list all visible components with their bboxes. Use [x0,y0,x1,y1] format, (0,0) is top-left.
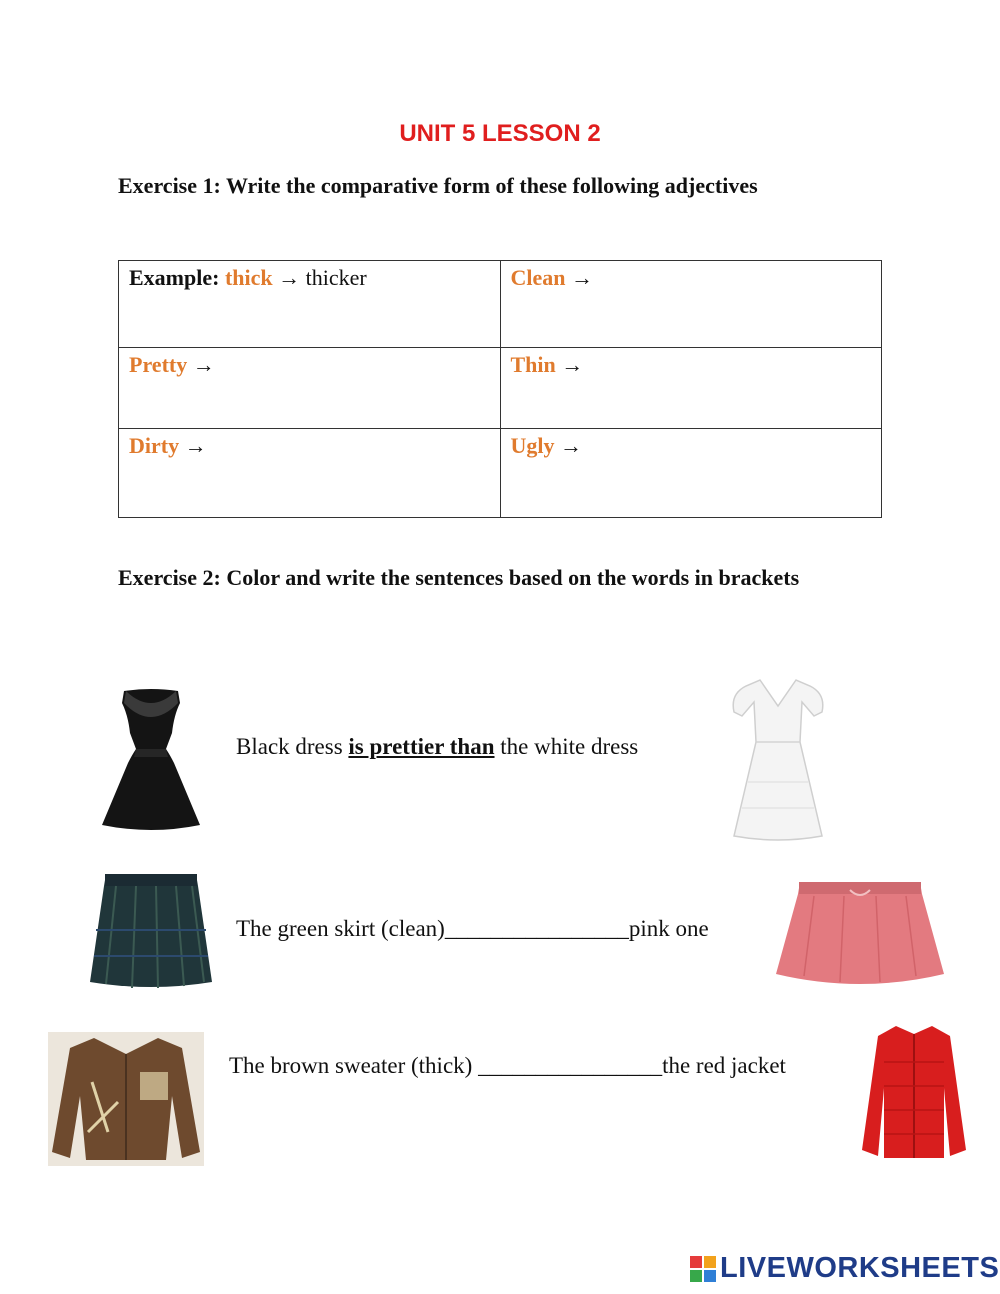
answer-cell-ugly[interactable] [500,429,882,518]
arrow: → [561,352,584,377]
answer-cell-pretty[interactable] [119,348,501,429]
sentence-1-end: the white dress [494,734,639,759]
arrow: → [571,265,593,290]
word-pretty: Pretty [129,352,188,377]
white-dress-image [718,672,838,844]
word-thin: Thin [510,352,556,377]
green-skirt-image [86,870,216,992]
sentence-2-end: pink one [628,916,709,941]
example-cell [119,261,501,348]
word-ugly: Ugly [510,433,555,458]
arrow: → [184,433,207,458]
liveworksheets-logo [690,1252,999,1285]
sentence-2-blank[interactable]: ________________ [444,916,629,941]
answer-cell-dirty[interactable] [119,429,501,518]
arrow: → [278,265,301,290]
example-answer: thicker [305,265,367,290]
liveworksheets-logo-text: LIVEWORKSHEETS [720,1252,1000,1284]
example-label: Example: [129,265,220,290]
word-clean: Clean [510,265,566,290]
arrow: → [192,352,215,377]
sentence-1 [236,734,638,760]
red-jacket-image [858,1022,970,1164]
page-title: UNIT 5 LESSON 2 [399,120,601,147]
exercise-2-heading: Exercise 2: Color and write the sentences based on the words in brackets [118,565,800,590]
sentence-1-start: Black dress [236,734,349,759]
liveworksheets-logo-icon [690,1256,716,1282]
sentence-3-start: The brown sweater (thick) [229,1053,479,1078]
sentence-3-end: the red jacket [662,1053,786,1078]
pink-skirt-image [774,876,946,994]
answer-cell-thin[interactable] [500,348,882,429]
brown-sweater-image [48,1032,204,1166]
sentence-2-start: The green skirt (clean) [236,916,445,941]
adjectives-table [118,260,882,518]
example-word: thick [224,265,273,290]
exercise-1-heading: Exercise 1: Write the comparative form of these following adjectives [118,173,758,198]
word-dirty: Dirty [129,433,180,458]
sentence-1-answer: is prettier than [348,734,495,759]
sentence-3 [229,1053,786,1079]
arrow: → [560,433,582,458]
sentence-3-blank[interactable]: ________________ [478,1053,663,1078]
answer-cell-clean[interactable] [500,261,882,348]
black-dress-image [96,685,206,833]
sentence-2 [236,916,709,942]
